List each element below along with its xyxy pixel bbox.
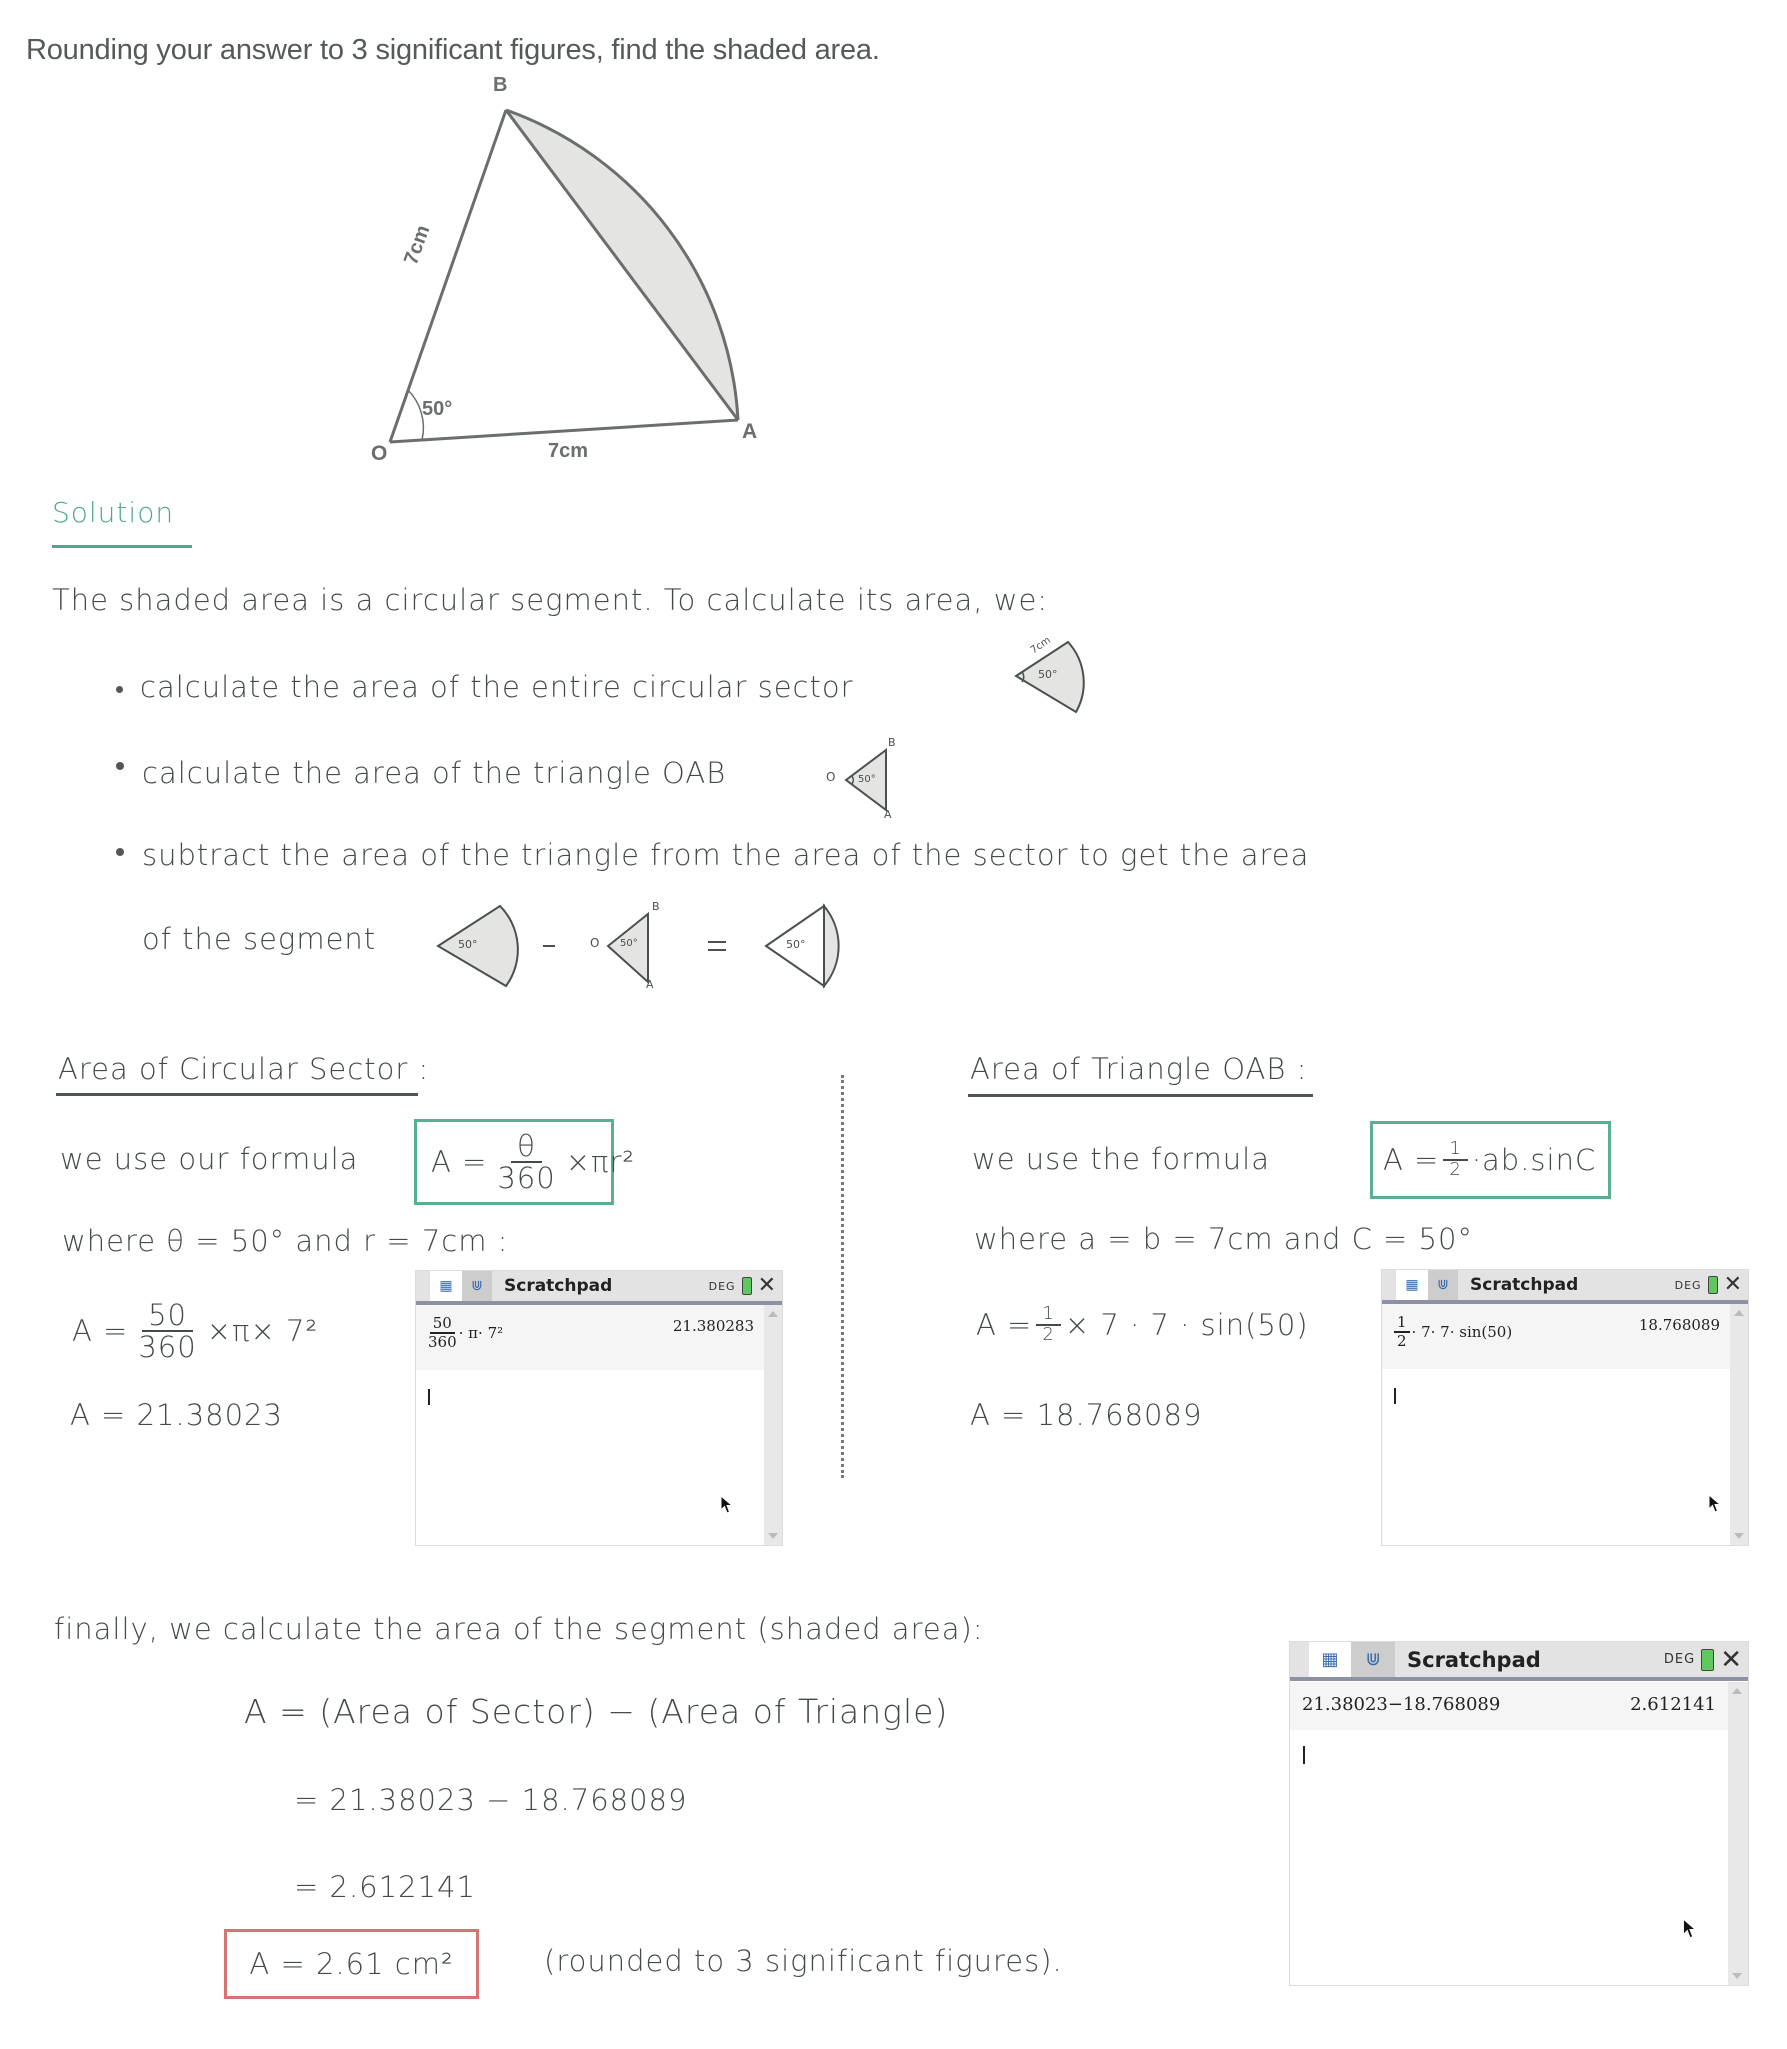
sector-calc bbox=[72, 1300, 318, 1363]
graph-tab[interactable] bbox=[1428, 1270, 1458, 1300]
bullet-triangle-text: calculate the area of the triangle OAB bbox=[142, 756, 727, 790]
solution-heading: Solution bbox=[52, 496, 175, 529]
solution-underline bbox=[52, 545, 192, 548]
scratchpad-title: Scratchpad bbox=[504, 1276, 613, 1296]
triangle-calc bbox=[976, 1305, 1309, 1345]
battery-icon bbox=[742, 1277, 752, 1295]
mouse-cursor-icon bbox=[1708, 1494, 1722, 1514]
mini-angle-label: 50° bbox=[858, 774, 876, 785]
history-expression bbox=[428, 1315, 503, 1350]
graph-icon: ⋓ bbox=[1365, 1649, 1381, 1670]
expr-numerator: 50 bbox=[430, 1315, 455, 1334]
battery-icon bbox=[1701, 1649, 1714, 1671]
formula-numerator: 1 bbox=[1443, 1140, 1467, 1161]
scratchpad-title: Scratchpad bbox=[1407, 1647, 1541, 1672]
graph-icon: ⋓ bbox=[471, 1278, 483, 1294]
formula-fraction bbox=[1443, 1140, 1467, 1180]
side-oa-label: 7cm bbox=[548, 440, 589, 462]
vertex-label-a: A bbox=[742, 420, 758, 443]
mini-a-label: A bbox=[646, 978, 654, 991]
final-step1: = 21.38023 − 18.768089 bbox=[294, 1783, 688, 1817]
formula-denominator: 2 bbox=[1449, 1159, 1462, 1180]
calculator-icon: ▦ bbox=[1321, 1649, 1339, 1670]
scroll-down-icon[interactable] bbox=[1734, 1533, 1744, 1539]
triangle-result: A = 18.768089 bbox=[970, 1398, 1203, 1432]
vertex-label-b: B bbox=[493, 74, 508, 96]
final-intro: finally, we calculate the area of the segment (shaded area): bbox=[54, 1612, 984, 1646]
final-step2: = 2.612141 bbox=[294, 1870, 476, 1904]
close-icon[interactable]: ✕ bbox=[1720, 1644, 1742, 1675]
triangle-icon bbox=[826, 736, 906, 821]
expr-denominator: 2 bbox=[1397, 1331, 1407, 1350]
history-row[interactable] bbox=[1382, 1304, 1730, 1369]
angle-mode: DEG bbox=[708, 1279, 736, 1293]
mini-b-label: B bbox=[652, 900, 660, 913]
entry-caret[interactable] bbox=[428, 1389, 430, 1405]
expr-numerator: 1 bbox=[1394, 1314, 1410, 1333]
history-expression: 21.38023−18.768089 bbox=[1302, 1694, 1501, 1715]
sector-formula-intro: we use our formula bbox=[60, 1142, 359, 1176]
scratchpad-status bbox=[1675, 1274, 1742, 1296]
final-note: (rounded to 3 significant figures). bbox=[544, 1944, 1063, 1978]
calc-rest: × 7 · 7 · sin(50) bbox=[1064, 1307, 1309, 1342]
bullet-subtract-continuation: of the segment bbox=[142, 922, 377, 956]
mini-angle-label: 50° bbox=[458, 938, 478, 951]
scroll-down-icon[interactable] bbox=[1732, 1973, 1742, 1979]
scratchpad-window[interactable] bbox=[1381, 1269, 1749, 1546]
history-expression bbox=[1394, 1314, 1512, 1349]
triangle-where: where a = b = 7cm and C = 50° bbox=[974, 1222, 1473, 1256]
expr-rest: · π· 7² bbox=[458, 1323, 504, 1342]
mini-radius-label: 7cm bbox=[1028, 634, 1053, 657]
calculator-icon: ▦ bbox=[1405, 1277, 1419, 1293]
mini-angle-label: 50° bbox=[1038, 668, 1058, 681]
solution-intro: The shaded area is a circular segment. To calculate its area, we: bbox=[52, 583, 1049, 617]
sector-where: where θ = 50° and r = 7cm : bbox=[62, 1224, 509, 1258]
mini-b-label: B bbox=[888, 736, 896, 749]
scratchpad-status bbox=[709, 1275, 776, 1297]
calculator-icon: ▦ bbox=[439, 1278, 453, 1294]
vertex-label-o: O bbox=[371, 442, 388, 465]
bullet-dot bbox=[116, 762, 124, 770]
history-result: 21.380283 bbox=[672, 1317, 754, 1335]
sector-diagram bbox=[360, 74, 800, 480]
formula-fraction bbox=[491, 1128, 561, 1195]
sector-result: A = 21.38023 bbox=[70, 1398, 283, 1432]
angle-mode: DEG bbox=[1674, 1278, 1702, 1292]
mini-a-label: A bbox=[884, 808, 892, 821]
calc-numerator: 50 bbox=[142, 1300, 193, 1332]
calculator-tab[interactable] bbox=[1396, 1270, 1428, 1300]
bullet-sector-text: calculate the area of the entire circular sector bbox=[140, 670, 854, 704]
close-icon[interactable]: ✕ bbox=[757, 1273, 776, 1298]
scratchpad-title: Scratchpad bbox=[1470, 1275, 1579, 1295]
question-text: Rounding your answer to 3 significant figures, find the shaded area. bbox=[26, 34, 880, 66]
expr-rest: · 7· 7· sin(50) bbox=[1411, 1322, 1513, 1341]
calc-fraction bbox=[1036, 1305, 1060, 1345]
final-answer-box bbox=[224, 1929, 479, 1999]
expr-denominator: 360 bbox=[428, 1332, 457, 1351]
column-divider bbox=[841, 1075, 844, 1478]
angle-label: 50° bbox=[422, 398, 453, 420]
mouse-cursor-icon bbox=[720, 1495, 734, 1515]
angle-mode: DEG bbox=[1663, 1652, 1696, 1667]
triangle-formula-intro: we use the formula bbox=[972, 1142, 1270, 1176]
side-ob-label: 7cm bbox=[400, 222, 435, 268]
sector-formula-box bbox=[414, 1119, 636, 1205]
bullet-dot bbox=[116, 686, 123, 693]
calculator-tab[interactable] bbox=[1309, 1642, 1351, 1677]
formula-denominator: 360 bbox=[497, 1161, 556, 1195]
mini-angle-label: 50° bbox=[620, 938, 638, 949]
history-result: 18.768089 bbox=[1638, 1316, 1720, 1334]
battery-icon bbox=[1708, 1276, 1718, 1294]
triangle-formula-box bbox=[1370, 1121, 1611, 1199]
calculator-tab[interactable] bbox=[430, 1271, 462, 1301]
calc-denominator: 2 bbox=[1042, 1323, 1055, 1345]
calc-fraction bbox=[132, 1300, 202, 1363]
scrollbar[interactable] bbox=[764, 1305, 782, 1545]
scrollbar[interactable] bbox=[1728, 1682, 1748, 1985]
scroll-down-icon[interactable] bbox=[768, 1533, 778, 1539]
bullet-subtract-text: subtract the area of the triangle from the area of the sector to get the area bbox=[142, 838, 1310, 872]
mini-o-label: O bbox=[590, 936, 600, 950]
entry-caret[interactable] bbox=[1394, 1388, 1396, 1404]
formula-rest: ×πr² bbox=[565, 1145, 636, 1179]
bullet-dot bbox=[116, 848, 124, 856]
calc-rest: ×π× 7² bbox=[206, 1314, 319, 1349]
history-row[interactable] bbox=[1290, 1682, 1728, 1730]
entry-caret[interactable] bbox=[1303, 1746, 1305, 1764]
formula-lhs: A = bbox=[1383, 1143, 1440, 1177]
graph-icon: ⋓ bbox=[1437, 1277, 1449, 1293]
scratchpad-titlebar bbox=[1382, 1270, 1748, 1304]
mini-angle-label: 50° bbox=[786, 938, 806, 951]
scroll-up-icon[interactable] bbox=[1734, 1310, 1744, 1316]
mouse-cursor-icon bbox=[1682, 1918, 1698, 1940]
scratchpad-window[interactable] bbox=[1289, 1641, 1749, 1986]
scratchpad-titlebar bbox=[416, 1271, 782, 1305]
sector-icon bbox=[1010, 636, 1100, 716]
mini-o-label: O bbox=[826, 770, 836, 784]
segment-equation-icon bbox=[430, 900, 870, 990]
scroll-up-icon[interactable] bbox=[1732, 1688, 1742, 1694]
graph-tab[interactable] bbox=[1351, 1642, 1395, 1677]
final-equation: A = (Area of Sector) − (Area of Triangle) bbox=[244, 1692, 949, 1731]
sector-heading-underline bbox=[56, 1093, 418, 1096]
formula-lhs: A = bbox=[431, 1145, 488, 1179]
formula-rest: ·ab.sinC bbox=[1471, 1143, 1597, 1177]
scratchpad-window[interactable] bbox=[415, 1270, 783, 1546]
calc-lhs: A = bbox=[976, 1307, 1033, 1342]
sector-heading: Area of Circular Sector : bbox=[58, 1052, 430, 1086]
final-answer: A = 2.61 cm² bbox=[249, 1947, 454, 1981]
calc-denominator: 360 bbox=[138, 1330, 197, 1365]
graph-tab[interactable] bbox=[462, 1271, 492, 1301]
scrollbar[interactable] bbox=[1730, 1304, 1748, 1545]
scratchpad-titlebar bbox=[1290, 1642, 1748, 1681]
formula-numerator: θ bbox=[511, 1131, 542, 1163]
triangle-heading: Area of Triangle OAB : bbox=[970, 1052, 1308, 1086]
scroll-up-icon[interactable] bbox=[768, 1311, 778, 1317]
calc-lhs: A = bbox=[72, 1314, 129, 1349]
history-row[interactable] bbox=[416, 1305, 764, 1370]
scratchpad-status bbox=[1663, 1644, 1742, 1675]
history-result: 2.612141 bbox=[1630, 1694, 1716, 1715]
calc-numerator: 1 bbox=[1036, 1305, 1060, 1326]
triangle-heading-underline bbox=[968, 1094, 1313, 1097]
close-icon[interactable]: ✕ bbox=[1723, 1272, 1742, 1297]
